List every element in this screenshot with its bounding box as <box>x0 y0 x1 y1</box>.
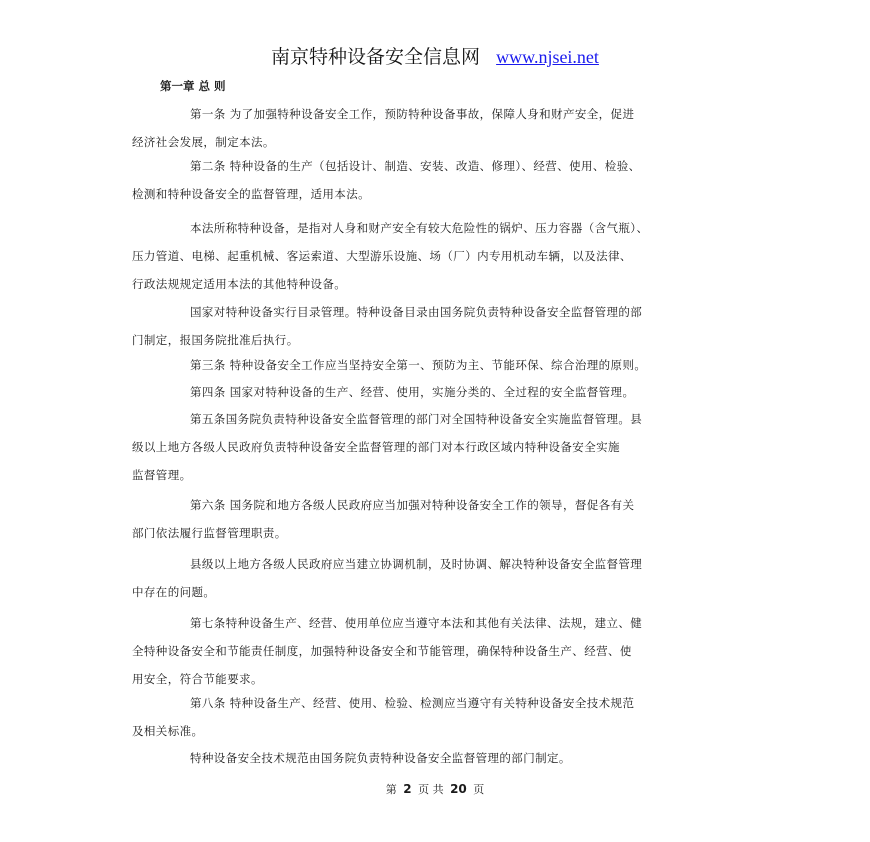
paragraph <box>132 689 742 745</box>
paragraph-first-line: 第五条国务院负责特种设备安全监督管理的部门对全国特种设备安全实施监督管理。县 <box>190 412 643 426</box>
footer-middle: 页 共 <box>418 783 444 796</box>
paragraph <box>132 152 742 208</box>
paragraph-line: 监督管理。 <box>132 468 192 482</box>
paragraph-first-line: 本法所称特种设备，是指对人身和财产安全有较大危险性的锅炉、压力容器（含气瓶）、 <box>190 221 649 235</box>
paragraph-line: 门制定，报国务院批准后执行。 <box>132 333 299 347</box>
paragraph-line: 检测和特种设备安全的监督管理，适用本法。 <box>132 187 370 201</box>
footer-suffix: 页 <box>473 783 485 796</box>
total-page-number: 20 <box>450 782 467 796</box>
site-name: 南京特种设备安全信息网 <box>271 46 481 68</box>
paragraph-line: 行政法规规定适用本法的其他特种设备。 <box>132 277 347 291</box>
paragraph-first-line: 第八条 特种设备生产、经营、使用、检验、检测应当遵守有关特种设备安全技术规范 <box>190 696 635 710</box>
paragraph-line: 及相关标准。 <box>132 724 204 738</box>
page-header <box>0 42 870 69</box>
paragraph-line: 部门依法履行监督管理职责。 <box>132 526 287 540</box>
paragraph <box>132 405 742 489</box>
paragraph <box>132 550 742 606</box>
paragraph-line: 级以上地方各级人民政府负责特种设备安全监督管理的部门对本行政区域内特种设备安全实施 <box>132 440 620 454</box>
paragraph-first-line: 第一条 为了加强特种设备安全工作，预防特种设备事故，保障人身和财产安全，促进 <box>190 107 635 121</box>
paragraph <box>132 491 742 547</box>
paragraph <box>132 214 742 298</box>
paragraph-line: 压力管道、电梯、起重机械、客运索道、大型游乐设施、场（厂）内专用机动车辆，以及法律、 <box>132 249 632 263</box>
paragraph <box>132 298 742 354</box>
paragraph-first-line: 县级以上地方各级人民政府应当建立协调机制，及时协调、解决特种设备安全监督管理 <box>190 557 643 571</box>
paragraph-first-line: 国家对特种设备实行目录管理。特种设备目录由国务院负责特种设备安全监督管理的部 <box>190 305 643 319</box>
paragraph-first-line: 第三条 特种设备安全工作应当坚持安全第一、预防为主、节能环保、综合治理的原则。 <box>190 358 647 372</box>
footer-prefix: 第 <box>385 783 397 796</box>
paragraph-first-line: 第七条特种设备生产、经营、使用单位应当遵守本法和其他有关法律、法规，建立、健 <box>190 616 643 630</box>
paragraph <box>132 378 742 406</box>
paragraph <box>132 351 742 379</box>
page-footer <box>0 781 870 797</box>
paragraph-first-line: 第二条 特种设备的生产（包括设计、制造、安装、改造、修理）、经营、使用、检验、 <box>190 159 641 173</box>
paragraph-line: 中存在的问题。 <box>132 585 216 599</box>
paragraph <box>132 744 742 772</box>
paragraph-first-line: 特种设备安全技术规范由国务院负责特种设备安全监督管理的部门制定。 <box>190 751 571 765</box>
paragraph <box>132 100 742 156</box>
paragraph-line: 用安全，符合节能要求。 <box>132 672 263 686</box>
paragraph-line: 经济社会发展，制定本法。 <box>132 135 275 149</box>
paragraph-first-line: 第四条 国家对特种设备的生产、经营、使用，实施分类的、全过程的安全监督管理。 <box>190 385 635 399</box>
paragraph-line: 全特种设备安全和节能责任制度，加强特种设备安全和节能管理，确保特种设备生产、经营、使 <box>132 644 632 658</box>
paragraph-first-line: 第六条 国务院和地方各级人民政府应当加强对特种设备安全工作的领导，督促各有关 <box>190 498 635 512</box>
site-url-link[interactable]: www.njsei.net <box>496 47 599 67</box>
chapter-title: 第一章 总 则 <box>160 79 226 93</box>
current-page-number: 2 <box>403 782 412 796</box>
paragraph <box>132 609 742 693</box>
